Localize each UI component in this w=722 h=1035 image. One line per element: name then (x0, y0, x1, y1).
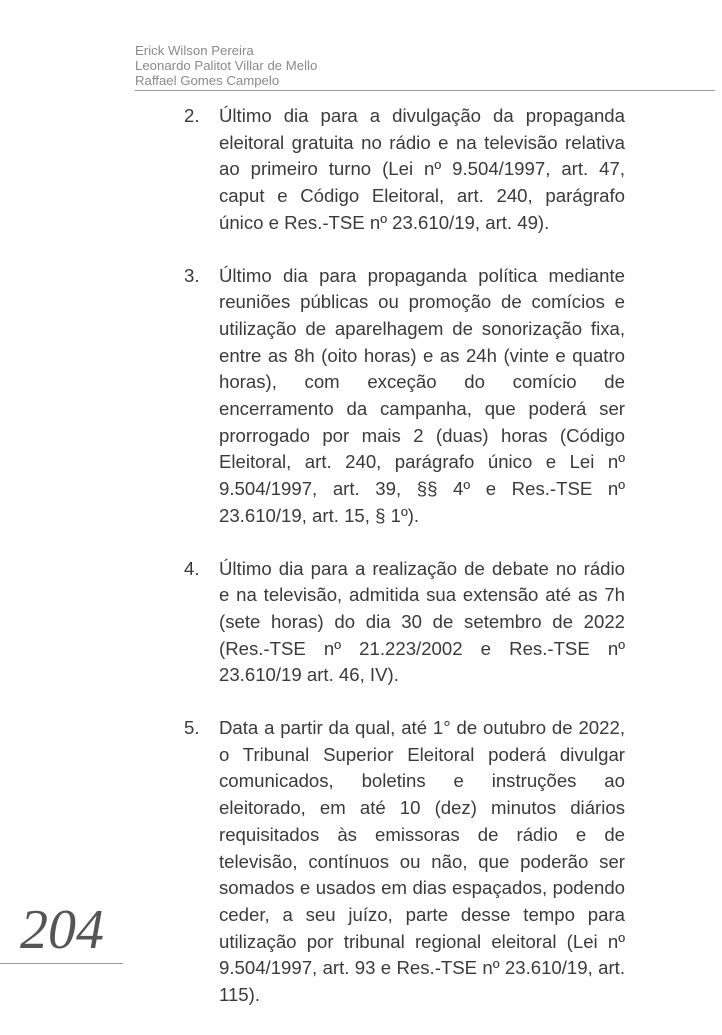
author-name: Leonardo Palitot Villar de Mello (135, 58, 318, 73)
footer-divider (0, 963, 123, 964)
item-number: 3. (184, 264, 200, 286)
item-text: Data a partir da qual, até 1° de outubro de 2022, o Tribunal Superior Eleitoral poderá divulgar comunicados, boletins e instruções ao eleitorado, em até 10 (dez) minutos diários requisitados às emissoras de rádio e de televisão, contínuos ou não, que poderão ser somados e usados em dias espaçados, podendo ceder, a seu juízo, parte desse tempo para utilização por tribunal regional eleitoral (Lei nº 9.504/1997, art. 93 e Res.-TSE nº 23.610/19, art. 115). (219, 717, 625, 1006)
author-name: Raffael Gomes Campelo (135, 73, 280, 88)
numbered-list (180, 103, 625, 1035)
item-text: Último dia para a realização de debate no rádio e na televisão, admitida sua extensão até as 7h (sete horas) do dia 30 de setembro de 2022 (Res.-TSE nº 21.223/2002 e Res.-TSE nº 23.610/19 art. 46, IV). (219, 557, 625, 686)
item-number: 4. (184, 557, 200, 579)
list-item (180, 556, 625, 690)
list-item (180, 263, 625, 530)
running-header (135, 43, 317, 88)
author-name: Erick Wilson Pereira (135, 43, 254, 58)
item-number: 5. (184, 717, 200, 739)
item-number: 2. (184, 105, 200, 126)
header-divider (135, 90, 715, 91)
item-text: Último dia para a divulgação da propaganda eleitoral gratuita no rádio e na televisão relativa ao primeiro turno (Lei nº 9.504/1997, art. 47, caput e Código Eleitoral, art. 240, parágrafo único e Res.-TSE nº 23.610/19, art. 49). (219, 105, 625, 233)
list-item (180, 103, 625, 237)
item-text: Último dia para propaganda política mediante reuniões públicas ou promoção de comícios e utilização de aparelhagem de sonorização fixa, entre as 8h (oito horas) e as 24h (vinte e quatro horas), com exceção do comício de encerramento da campanha, que poderá ser prorrogado por mais 2 (duas) horas (Código Eleitoral, art. 240, parágrafo único e Lei nº 9.504/1997, art. 39, §§ 4º e Res.-TSE nº 23.610/19, art. 15, § 1º). (219, 264, 625, 526)
page-number: 204 (20, 899, 104, 961)
list-item (180, 715, 625, 1009)
